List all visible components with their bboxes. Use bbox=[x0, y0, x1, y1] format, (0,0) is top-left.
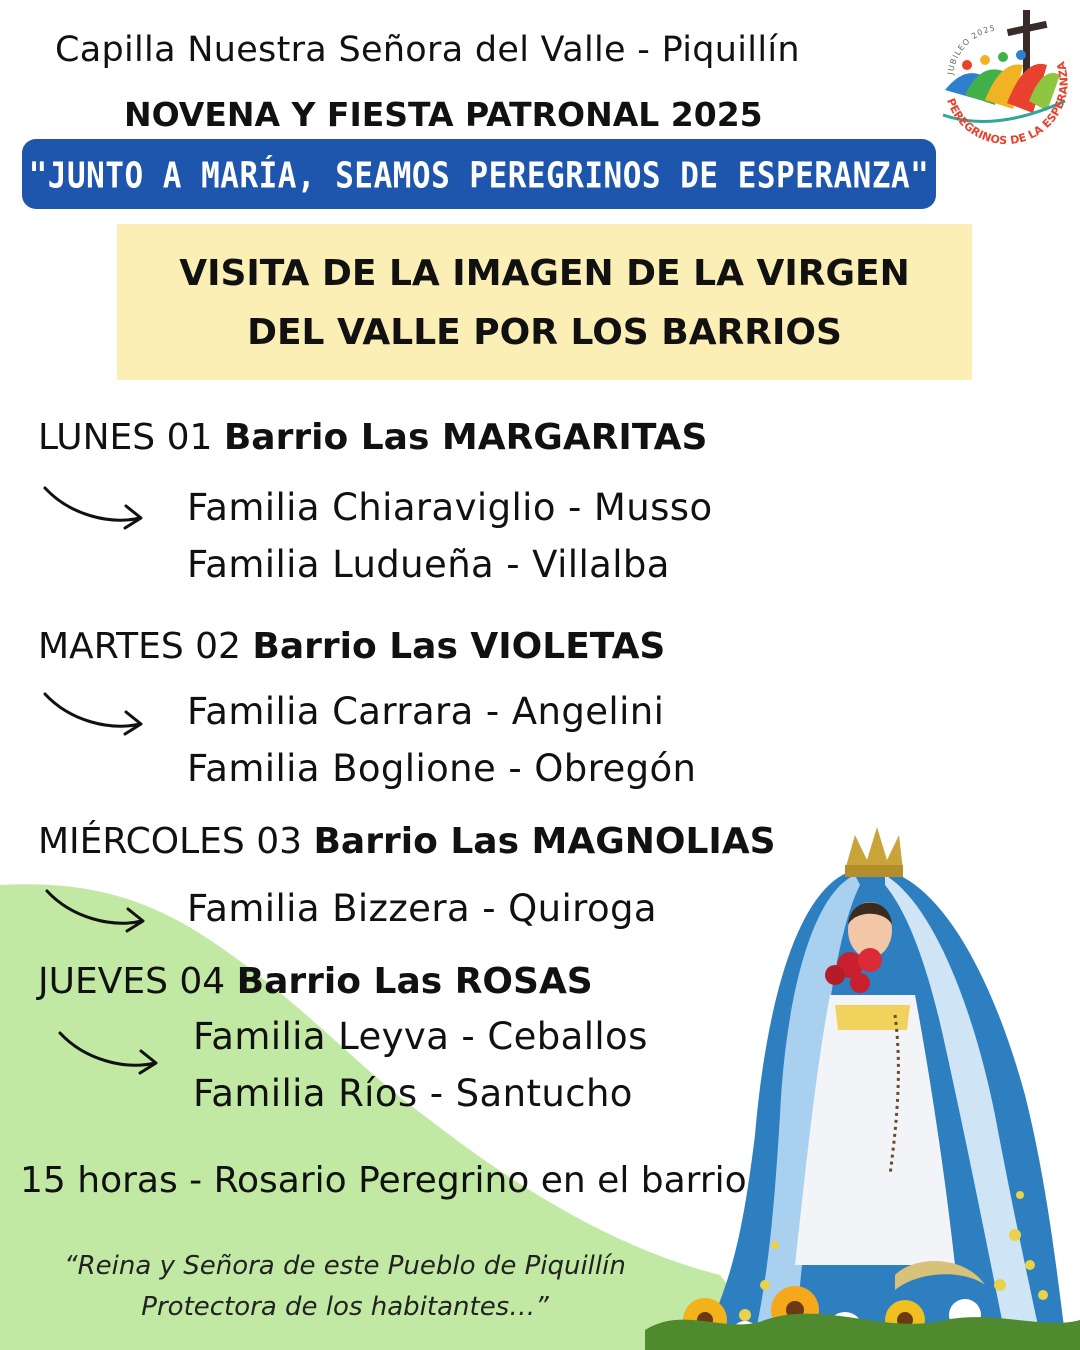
curved-arrow-icon bbox=[40, 686, 150, 741]
day-label: MARTES 02 bbox=[38, 626, 241, 667]
quote-line-1: “Reina y Señora de este Pueblo de Piquillín bbox=[64, 1251, 626, 1281]
curved-arrow-icon bbox=[55, 1025, 165, 1080]
day-heading-thursday bbox=[38, 961, 593, 1002]
logo-bottom-text: PEREGRINOS DE LA ESPERANZA bbox=[944, 60, 1071, 148]
barrio-label: Barrio Las MARGARITAS bbox=[223, 417, 708, 458]
logo-top-text: JUBILEO 2025 bbox=[946, 23, 997, 76]
day-label: LUNES 01 bbox=[38, 417, 213, 458]
visit-title-line-2: DEL VALLE POR LOS BARRIOS bbox=[247, 312, 842, 353]
virgin-statue-image bbox=[645, 815, 1080, 1350]
family-entry: Familia Leyva - Ceballos bbox=[193, 1015, 648, 1058]
chapel-title: Capilla Nuestra Señora del Valle - Piquillín bbox=[55, 30, 800, 70]
quote-line-2: Protectora de los habitantes…” bbox=[141, 1292, 549, 1322]
family-entry: Familia Boglione - Obregón bbox=[187, 747, 697, 790]
quote bbox=[20, 1246, 670, 1328]
day-heading-monday bbox=[38, 417, 707, 458]
barrio-label: Barrio Las VIOLETAS bbox=[252, 626, 666, 667]
day-heading-tuesday bbox=[38, 626, 665, 667]
family-entry: Familia Carrara - Angelini bbox=[187, 690, 665, 733]
visit-title-line-1: VISITA DE LA IMAGEN DE LA VIRGEN bbox=[179, 253, 910, 294]
svg-text:JUBILEO 2025 bbox=[946, 23, 997, 76]
family-entry: Familia Ríos - Santucho bbox=[193, 1072, 633, 1115]
barrio-label: Barrio Las ROSAS bbox=[236, 961, 593, 1002]
day-label: JUEVES 04 bbox=[38, 961, 226, 1002]
curved-arrow-icon bbox=[42, 883, 152, 938]
event-title: NOVENA Y FIESTA PATRONAL 2025 bbox=[124, 95, 763, 134]
visit-title bbox=[117, 244, 972, 362]
barrio-label: Barrio Las MAGNOLIAS bbox=[313, 821, 776, 862]
day-label: MIÉRCOLES 03 bbox=[38, 821, 303, 862]
family-entry: Familia Bizzera - Quiroga bbox=[187, 887, 657, 930]
jubilee-logo bbox=[925, 5, 1075, 155]
motto-text: "JUNTO A MARÍA, SEAMOS PEREGRINOS DE ESPERANZA" bbox=[28, 155, 930, 197]
curved-arrow-icon bbox=[40, 480, 150, 535]
family-entry: Familia Ludueña - Villalba bbox=[187, 543, 670, 586]
family-entry: Familia Chiaraviglio - Musso bbox=[187, 486, 713, 529]
rosary-time: 15 horas - Rosario Peregrino en el barrio bbox=[20, 1160, 747, 1201]
